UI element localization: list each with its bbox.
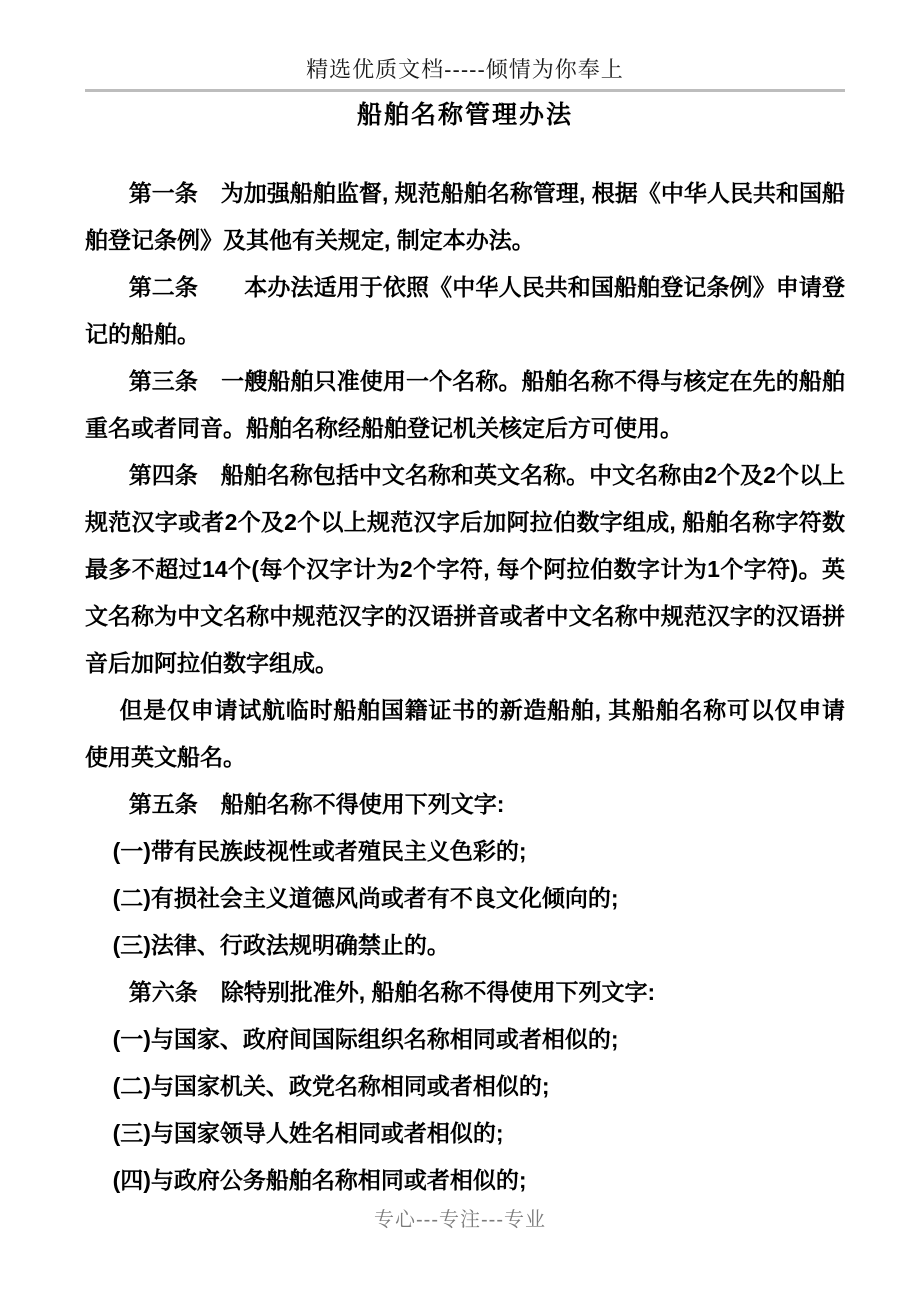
header-divider-line xyxy=(85,89,845,92)
paragraph: 第五条 船舶名称不得使用下列文字: xyxy=(128,791,505,817)
paragraph: 第一条 为加强船舶监督, 规范船舶名称管理, 根据《中华人民共和国船舶登记条例》及其他有关规定, 制定本办法。 xyxy=(85,180,845,253)
paragraph: 第二条 本办法适用于依照《中华人民共和国船舶登记条例》申请登记的船舶。 xyxy=(85,274,845,347)
paragraph: (四)与政府公务船舶名称相同或者相似的; xyxy=(112,1167,527,1193)
paragraph: (二)与国家机关、政党名称相同或者相似的; xyxy=(112,1073,550,1099)
paragraph: (二)有损社会主义道德风尚或者有不良文化倾向的; xyxy=(112,885,619,911)
paragraph: 但是仅申请试航临时船舶国籍证书的新造船舶, 其船舶名称可以仅申请使用英文船名。 xyxy=(85,697,845,770)
paragraph: 第四条 船舶名称包括中文名称和英文名称。中文名称由2个及2个以上规范汉字或者2个及2个以上规范汉字后加阿拉伯数字组成, 船舶名称字符数最多不超过14个(每个汉字计为2个字符, 每个阿拉伯数字计为1个字符)。英文名称为中文名称中规范汉字的汉语拼音或者中文名称中规范汉字的汉语拼音后加阿拉伯数字组成。 xyxy=(85,462,845,676)
paragraph: 第六条 除特别批准外, 船舶名称不得使用下列文字: xyxy=(128,979,656,1005)
paragraph: (三)与国家领导人姓名相同或者相似的; xyxy=(112,1120,504,1146)
page-title: 船舶名称管理办法 xyxy=(356,101,573,129)
document-body xyxy=(85,170,845,1204)
paragraph: (一)带有民族歧视性或者殖民主义色彩的; xyxy=(112,838,527,864)
paragraph: (一)与国家、政府间国际组织名称相同或者相似的; xyxy=(112,1026,619,1052)
header-promo-text: 精选优质文档-----倾情为你奉上 xyxy=(306,57,624,82)
paragraph: (三)法律、行政法规明确禁止的。 xyxy=(112,932,450,958)
paragraph: 第三条 一艘船舶只准使用一个名称。船舶名称不得与核定在先的船舶重名或者同音。船舶名称经船舶登记机关核定后方可使用。 xyxy=(85,368,845,441)
footer-slogan-text: 专心---专注---专业 xyxy=(374,1209,546,1231)
